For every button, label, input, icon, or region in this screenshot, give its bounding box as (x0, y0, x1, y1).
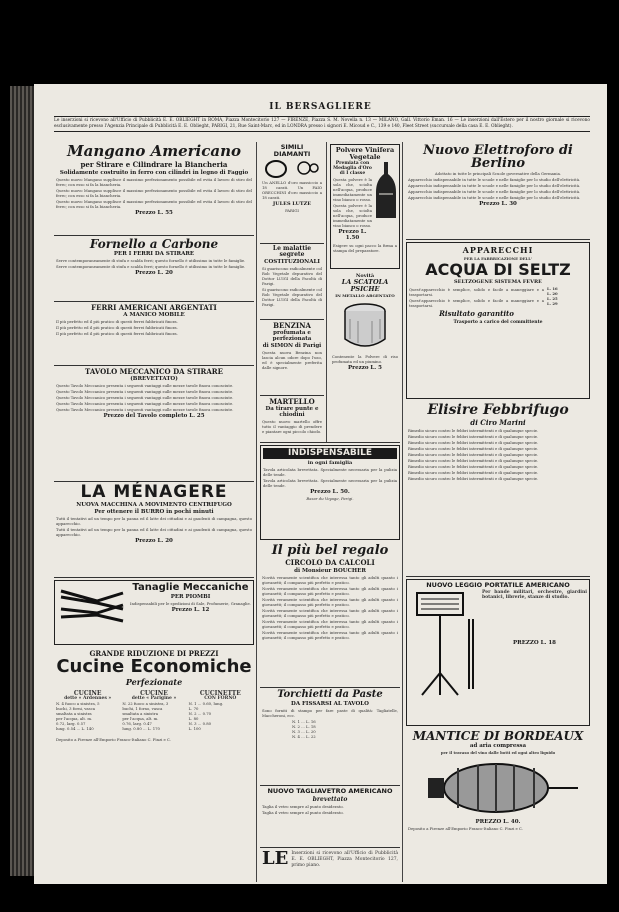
ad-price: Prezzo L. 1.50 (338, 229, 367, 241)
ad-body: Si guariscono radicalmente col Rob Vegetale depurativo del Dottor LUIGI della Facoltà di Parigi. (262, 287, 322, 307)
ad-body: Questo nuovo Mangano supplisce il massimo perfezionamento possibile ed evita il lavoro di stiro del ferro; con esso si fa la biancheria. (56, 177, 252, 187)
ad-title: Il più bel regalo (271, 543, 389, 558)
ad-body: Apparecchio indispensabile in tutte le scuole e nelle famiglie per lo studio dell'elettricità. (408, 195, 581, 200)
drop-letters: LE (262, 848, 289, 869)
table-cell: per l'acqua, alt. m. (122, 716, 159, 721)
ad-footer: Deposito a Firenze all'Emporio Franco-Italiano C. Finzi e C. (56, 737, 171, 742)
ad-subtitle: PER PIOMBI (170, 594, 211, 600)
ad-body: Questa polvere è la sola che, sciolta nell'acqua, produce immediatamente un vino bianco o rosso. (333, 203, 372, 228)
ad-body: Rimedio sicuro contro le febbri intermittenti e di qualunque specie. (408, 452, 539, 457)
list-item: L. 20 (547, 291, 558, 296)
ad-body: Questa polvere è la sola che, sciolta nell'acqua, produce immediatamente un vino bianco o rosso. (333, 177, 372, 202)
ad-body: Il più perfetto ed il più pratico di questi ferrei fabbricati finora. (56, 325, 178, 330)
advertising-notice: Le inserzioni si ricevono all'Ufficio di Pubblicità E. E. OBLIEGHT in ROMA, Piazza Montecitorio 127 — FIRENZE, Piazza S. M. Novella n. 13 — MILANO, Gall. Vittorio Eman. 16 — Le inserzioni dall'Estero per il nostro giornale si ricevono esclusivamente presso l'Agenzia Principale di Pubblicità E. E. Oblieght, PARIGI, 21, Rue Saint-Marc, ed in LONDRA presso i signori E. Micoud e C., 139 e 140, Fleet Street (succursale della casa E. E. Oblieght). (54, 116, 590, 132)
list-item: N. 2 ... L. 18 (292, 724, 316, 729)
ad-body: Serve contemporaneamente di stufa e scalda ferri; questo fornello è utilissimo in tutte le famiglie. (56, 258, 246, 263)
ad-price: Prezzo L. 20 (135, 538, 173, 544)
price-list (547, 286, 587, 319)
ad-elettroforo (406, 142, 590, 240)
ad-tavolo (54, 366, 254, 482)
ad-body: Indispensabili per le spedizioni di Sale, Profumerie, Granaglie. (130, 601, 251, 606)
ad-title: SIMILI DIAMANTI (273, 143, 311, 158)
ad-price: Prezzo L. 30 (479, 201, 517, 207)
ad-subtitle: Per bande militari, orchestre, giardini botanici, librerie, stanze di studio. (482, 589, 587, 600)
ad-highlight: Risultato garantito (439, 309, 514, 318)
list-item: L. 16 (547, 286, 558, 291)
ad-subtitle: di Ciro Marini (470, 418, 526, 427)
ad-subtitle: Perfezionate (125, 677, 183, 687)
ad-body: Sono forniti di stampo per fare paste di qualità: Tagliatelle, Maccheroni, ecc. (262, 708, 398, 718)
list-item: N. 4 ... L. 22 (292, 734, 316, 739)
ad-subtitle: COSTITUZIONALI (264, 259, 320, 265)
ad-acqua-seltz (406, 242, 590, 399)
ad-title: Nuovo Elettroforo di Berlino (423, 143, 573, 171)
ad-body: Taglia il vetro sempre al punto desiderato. (262, 803, 344, 809)
ad-footnote: Trasporto a carico del committente (453, 320, 543, 325)
ad-mangano (54, 142, 254, 236)
ad-subtitle: Per ottenere il BURRO in pochi minuti (94, 509, 214, 515)
ad-subtitle: CIRCOLO DA CALCOLI (285, 558, 375, 567)
table-col (189, 691, 252, 731)
ad-body: Novità veramente scientifica che interessa tanto gli adulti quanto i giovanetti; il compasso più perfetto e pratico. (262, 597, 398, 607)
ad-body: Tutti il tentativi ad un tempo per la panna ed il latte dei cittadini e ai gaudenti di campagna, questo apparecchio. (56, 527, 252, 537)
table-cell: N. 22 fuoco a sinistra, 3 (122, 701, 169, 706)
ad-subtitle: IN METALLO ARGENTATO (335, 293, 395, 298)
barrel-illustration (408, 756, 584, 818)
ad-body: Quest'apparecchio è semplice, solido e facile a maneggiare e a trasportarsi. (409, 287, 544, 297)
ad-title: LA MÉNAGERE (80, 482, 228, 502)
ad-cucine (54, 647, 254, 912)
ad-title: Fornello a Carbone (89, 237, 219, 251)
ad-price: Prezzo L. 20 (135, 270, 173, 276)
column-2-top (260, 142, 400, 443)
price-list (262, 719, 398, 739)
ad-subtitle: (BREVETTATO) (130, 376, 178, 382)
table-cell: per l'acqua, alt. m. (56, 716, 93, 721)
column-1 (54, 142, 254, 882)
ad-body: Novità veramente scientifica che interessa tanto gli adulti quanto i giovanetti; il compasso più perfetto e pratico. (262, 630, 398, 640)
newspaper-page (34, 84, 607, 884)
ad-subtitle: DA FISSARSI AL TAVOLO (291, 701, 369, 707)
ad-subtitle: brevettato (312, 795, 348, 803)
ad-title: INDISPENSABILE (263, 448, 397, 459)
table-header: CUCINETTE (199, 690, 241, 697)
table-cell: lung. 0.80 ... L. 170 (122, 726, 160, 731)
ad-subtitle: per il travaso del vino dalle botti ed ogni altro liquido (440, 750, 556, 755)
ad-footer: Deposito a Firenze all'Emporio Franco-Italiano C. Finzi e C. (408, 826, 523, 831)
ad-body: Novità veramente scientifica che interessa tanto gli adulti quanto i giovanetti; il compasso più perfetto e pratico. (262, 586, 398, 596)
powder-box-illustration (332, 299, 398, 353)
ad-pretitle: PER LA FABBRICAZIONE DELL' (463, 256, 533, 261)
ad-subtitle: in ogni famiglia (307, 460, 353, 466)
table-cell: smaltata a sinistra (122, 711, 158, 716)
list-item: L. 29 (547, 301, 558, 306)
ad-body: Questo nuovo Mangano supplisce il massimo perfezionamento possibile ed evita il lavoro di stiro del ferro; con esso si fa la biancheria. (56, 188, 252, 198)
ad-inserzioni (260, 848, 400, 893)
ad-price: Prezzo L. 55 (135, 210, 173, 216)
ad-subtitle: PER I FERRI DA STIRARE (113, 251, 195, 257)
ad-title: Elisire Febbrifugo (427, 402, 569, 418)
ad-title: NUOVO LEGGIO PORTATILE AMERICANO (426, 581, 570, 589)
list-item: N. 1 ... L. 16 (292, 719, 316, 724)
ad-body: Questa nuova Benzina non lascia alcun odore dopo l'uso, ed è specialmente preferita dalle signore. (262, 350, 322, 370)
table-header: CUCINE (140, 690, 168, 697)
table-cell: N. 3 ... 0.80 (188, 721, 212, 726)
ad-subtitle: Da tirare punte e chiodini (265, 406, 319, 418)
ad-body: Questo nuovo Mangano supplisce il massimo perfezionamento possibile ed evita il lavoro di stiro del ferro; con esso si fa la biancheria. (56, 199, 252, 209)
ad-benzina (260, 320, 324, 396)
ad-body: Inserzioni si ricevono all'Ufficio di Pubblicità E. E. OBLIEGHT, Piazza Montecitorio 127, primo piano. (291, 851, 398, 868)
table-col (56, 691, 119, 731)
table-cell: N. 1 ... 0.60, lung. (188, 701, 224, 706)
table-header: CON FORNO (204, 696, 237, 701)
ad-subtitle: Solidamente costruito in ferro con cilindri in legno di Faggio (59, 170, 249, 176)
bottle-illustration (375, 160, 397, 220)
ad-body: Contenente la Polvere di riso profumata ed un piumino. (332, 354, 398, 364)
column-2-wide-top (330, 142, 400, 442)
column-3 (406, 142, 590, 882)
table-header: dette « Parigine » (131, 696, 177, 701)
ad-leggio (406, 579, 590, 726)
ad-city: PARIGI (285, 208, 299, 213)
ad-pretitle: APPARECCHI (462, 245, 534, 255)
ad-price: PREZZO L. 40. (475, 819, 521, 825)
ad-body: Tutti il tentativi ad un tempo per la panna ed il latte dei cittadini e ai gaudenti di campagna, questo apparecchio. (56, 516, 252, 526)
ad-price: Prezzo L. 12 (171, 607, 210, 613)
ad-body: Novità veramente scientifica che interessa tanto gli adulti quanto i giovanetti; il compasso più perfetto e pratico. (262, 619, 398, 629)
ad-body: Rimedio sicuro contro le febbri intermittenti e di qualunque specie. (408, 464, 539, 469)
table-cell: 0.72, larg. 0.57 (56, 721, 86, 726)
ad-subtitle: SELTZOGENE SISTEMA FEVRE (454, 279, 542, 285)
ad-subtitle: di SIMON di Parigi (262, 343, 322, 349)
ad-subtitle: profumata e perfezionata (272, 330, 312, 342)
column-rule (402, 142, 403, 882)
table-col (122, 691, 185, 731)
ad-title: FERRI AMERICANI ARGENTATI (91, 303, 217, 312)
ad-body: Questo Tavolo Meccanico presenta i seguenti vantaggi sulle mezze tavole finora conosciute. (56, 389, 234, 394)
ad-subtitle: ad aria compressa (469, 743, 527, 749)
ad-subtitle: NUOVA MACCHINA A MOVIMENTO CENTRIFUGO (76, 502, 232, 508)
ad-body: Apparecchio indispensabile in tutte le scuole e nelle famiglie per lo studio dell'elettricità. (408, 189, 581, 194)
ad-ferri (54, 302, 254, 366)
ad-elisire (406, 401, 590, 577)
table-cell: 0.76, larg. 0.47 (122, 721, 152, 726)
music-stand-illustration (409, 589, 479, 699)
ad-body: Tavola articolata brevettata. Specialmente necessaria per la pulizia delle tende. (263, 467, 397, 477)
ad-simili-diamanti (260, 142, 324, 244)
ad-title: Le malattie segrete (272, 245, 312, 258)
ad-fornello (54, 236, 254, 302)
ad-body: Questo Tavolo Meccanico presenta i seguenti vantaggi sulle mezze tavole finora conosciute. (56, 395, 234, 400)
ad-tagliavetro (260, 786, 400, 848)
ad-price: PREZZO L. 18 (513, 639, 556, 646)
ad-mantice (406, 728, 590, 883)
ad-subtitle: A MANICO MOBILE (123, 312, 185, 318)
table-header: CUCINE (73, 690, 102, 697)
ad-signature: JULES LUTZE (272, 201, 312, 207)
ad-title: LA SCATOLA PSICHE (341, 278, 389, 293)
table-cell: buchi, 1 forno, vasca (122, 706, 163, 711)
masthead: IL BERSAGLIERE (269, 102, 372, 112)
column-2-narrow (260, 142, 327, 442)
ad-menagere (54, 482, 254, 578)
ad-title: MARTELLO (269, 397, 315, 406)
list-item: N. 3 ... L. 20 (292, 729, 316, 734)
ad-body: Questo Tavolo Meccanico presenta i seguenti vantaggi sulle mezze tavole finora conosciute. (56, 407, 234, 412)
ad-body: Rimedio sicuro contro le febbri intermittenti e di qualunque specie. (408, 440, 539, 445)
ad-body: Rimedio sicuro contro le febbri intermittenti e di qualunque specie. (408, 470, 539, 475)
ad-body: Il più perfetto ed il più pratico di questi ferrei fabbricati finora. (56, 319, 178, 324)
ad-body: Novità veramente scientifica che interessa tanto gli adulti quanto i giovanetti; il compasso più perfetto e pratico. (262, 575, 398, 585)
ad-body: Un ANELLO d'oro massiccio a 18 carati. Un PAIO ORECCHINI d'oro massiccio a 18 carati. (262, 180, 322, 200)
column-2-content (260, 142, 400, 882)
price-table (56, 691, 252, 731)
ad-body: Questo Tavolo Meccanico presenta i seguenti vantaggi sulle mezze tavole finora conosciute. (56, 383, 234, 388)
ad-polvere-vinifera (330, 144, 400, 269)
table-cell: L. 100 (188, 726, 201, 731)
ad-regalo (260, 542, 400, 688)
ad-body: Il più perfetto ed il più pratico di questi ferrei fabbricati finora. (56, 331, 178, 336)
ad-body: Rimedio sicuro contro le febbri intermittenti e di qualunque specie. (408, 446, 539, 451)
ad-malattie (260, 244, 324, 320)
ad-body: Tavola articolata brevettata. Specialmente necessaria per la pulizia delle tende. (263, 478, 397, 488)
ad-torchietti (260, 688, 400, 786)
column-rule (256, 142, 257, 882)
ad-body: Questo Tavolo Meccanico presenta i seguenti vantaggi sulle mezze tavole finora conosciute. (56, 401, 234, 406)
ad-body: Rimedio sicuro contro le febbri intermittenti e di qualunque specie. (408, 458, 539, 463)
ring-illustration (262, 157, 322, 179)
ad-body: Si guariscono radicalmente col Rob Vegetale depurativo del Dottor LUIGI della Facoltà di Parigi. (262, 266, 322, 286)
book-spine (10, 86, 34, 876)
ad-body: Quest'apparecchio è semplice, solido e facile a maneggiare e a trasportarsi. (409, 298, 544, 308)
ad-subtitle: per Stirare e Cilindrare la Biancheria (80, 160, 228, 169)
ad-title: Torchietti da Paste (277, 689, 383, 700)
ad-title: Mangano Americano (67, 142, 241, 160)
ad-body: Apparecchio indispensabile in tutte le scuole e nelle famiglie per lo studio dell'elettricità. (408, 177, 581, 182)
ad-pretitle: Novità (355, 273, 375, 279)
table-cell: smaltata a sinistra (56, 711, 92, 716)
ad-title: NUOVO TAGLIAVETRO AMERICANO (267, 787, 393, 795)
ad-tanaglie (54, 580, 254, 645)
ad-scatola-psiche (330, 271, 400, 400)
ad-footnote: Esigere su ogni pacco la firma a stampa del preparatore. (333, 243, 397, 253)
list-item: L. 25 (547, 296, 558, 301)
table-cell: L. 80 (188, 716, 199, 721)
table-cell: N. 4 fuoco a sinistra, 5 (56, 701, 100, 706)
table-cell: lung. 0.54 ... L. 140 (56, 726, 94, 731)
ad-body: Rimedio sicuro contro le febbri intermittenti e di qualunque specie. (408, 434, 539, 439)
ad-title: TAVOLO MECCANICO DA STIRARE (85, 367, 223, 376)
ad-body: Apparecchio indispensabile in tutte le scuole e nelle famiglie per lo studio dell'elettricità. (408, 183, 581, 188)
table-cell: L. 70 (188, 706, 199, 711)
ad-body: Novità veramente scientifica che interessa tanto gli adulti quanto i giovanetti; il compasso più perfetto e pratico. (262, 608, 398, 618)
ad-pretitle: GRANDE RIDUZIONE DI PREZZI (89, 649, 219, 658)
ad-subtitle: Adottato in tutte le principali Scuole governative della Germania. (434, 171, 562, 176)
ad-title: MANTICE DI BORDEAUX (412, 729, 584, 743)
table-header: dette « Ardennes » (64, 696, 112, 701)
ad-subtitle: Premiata con Medaglia d'Oro di I classe (333, 161, 372, 176)
ad-note: Bazar du Voyage, Parigi. (306, 496, 354, 501)
ad-price: Prezzo del Tavolo completo L. 25 (103, 413, 205, 419)
ad-price: Prezzo L. 5 (348, 365, 382, 371)
pliers-illustration (57, 583, 127, 623)
ad-price: Prezzo L. 50. (310, 489, 350, 495)
ad-title: Cucine Economiche (56, 656, 252, 677)
ad-title: Tanaglie Meccaniche (132, 582, 249, 593)
ad-body: Rimedio sicuro contro le febbri intermittenti e di qualunque specie. (408, 428, 539, 433)
table-cell: buchi, 3 forni, vasca (56, 706, 96, 711)
ad-title: Polvere Vinifera Vegetale (335, 146, 395, 161)
ad-subtitle: di Monsieur BOUCHER (294, 568, 366, 574)
ad-body: Rimedio sicuro contro le febbri intermittenti e di qualunque specie. (408, 476, 539, 481)
table-cell: N. 2 ... 0.70 (188, 711, 212, 716)
ad-title: ACQUA DI SELTZ (425, 260, 571, 279)
ad-body: Taglia il vetro sempre al punto desiderato. (262, 809, 344, 815)
ad-body: Questo nuovo martello offre tutto il vantaggio di prendere e piantare ogni piccolo chiodo. (262, 419, 322, 434)
ad-title: BENZINA (273, 321, 311, 330)
ad-body: Serve contemporaneamente di stufa e scalda ferri; questo fornello è utilissimo in tutte le famiglie. (56, 264, 246, 269)
